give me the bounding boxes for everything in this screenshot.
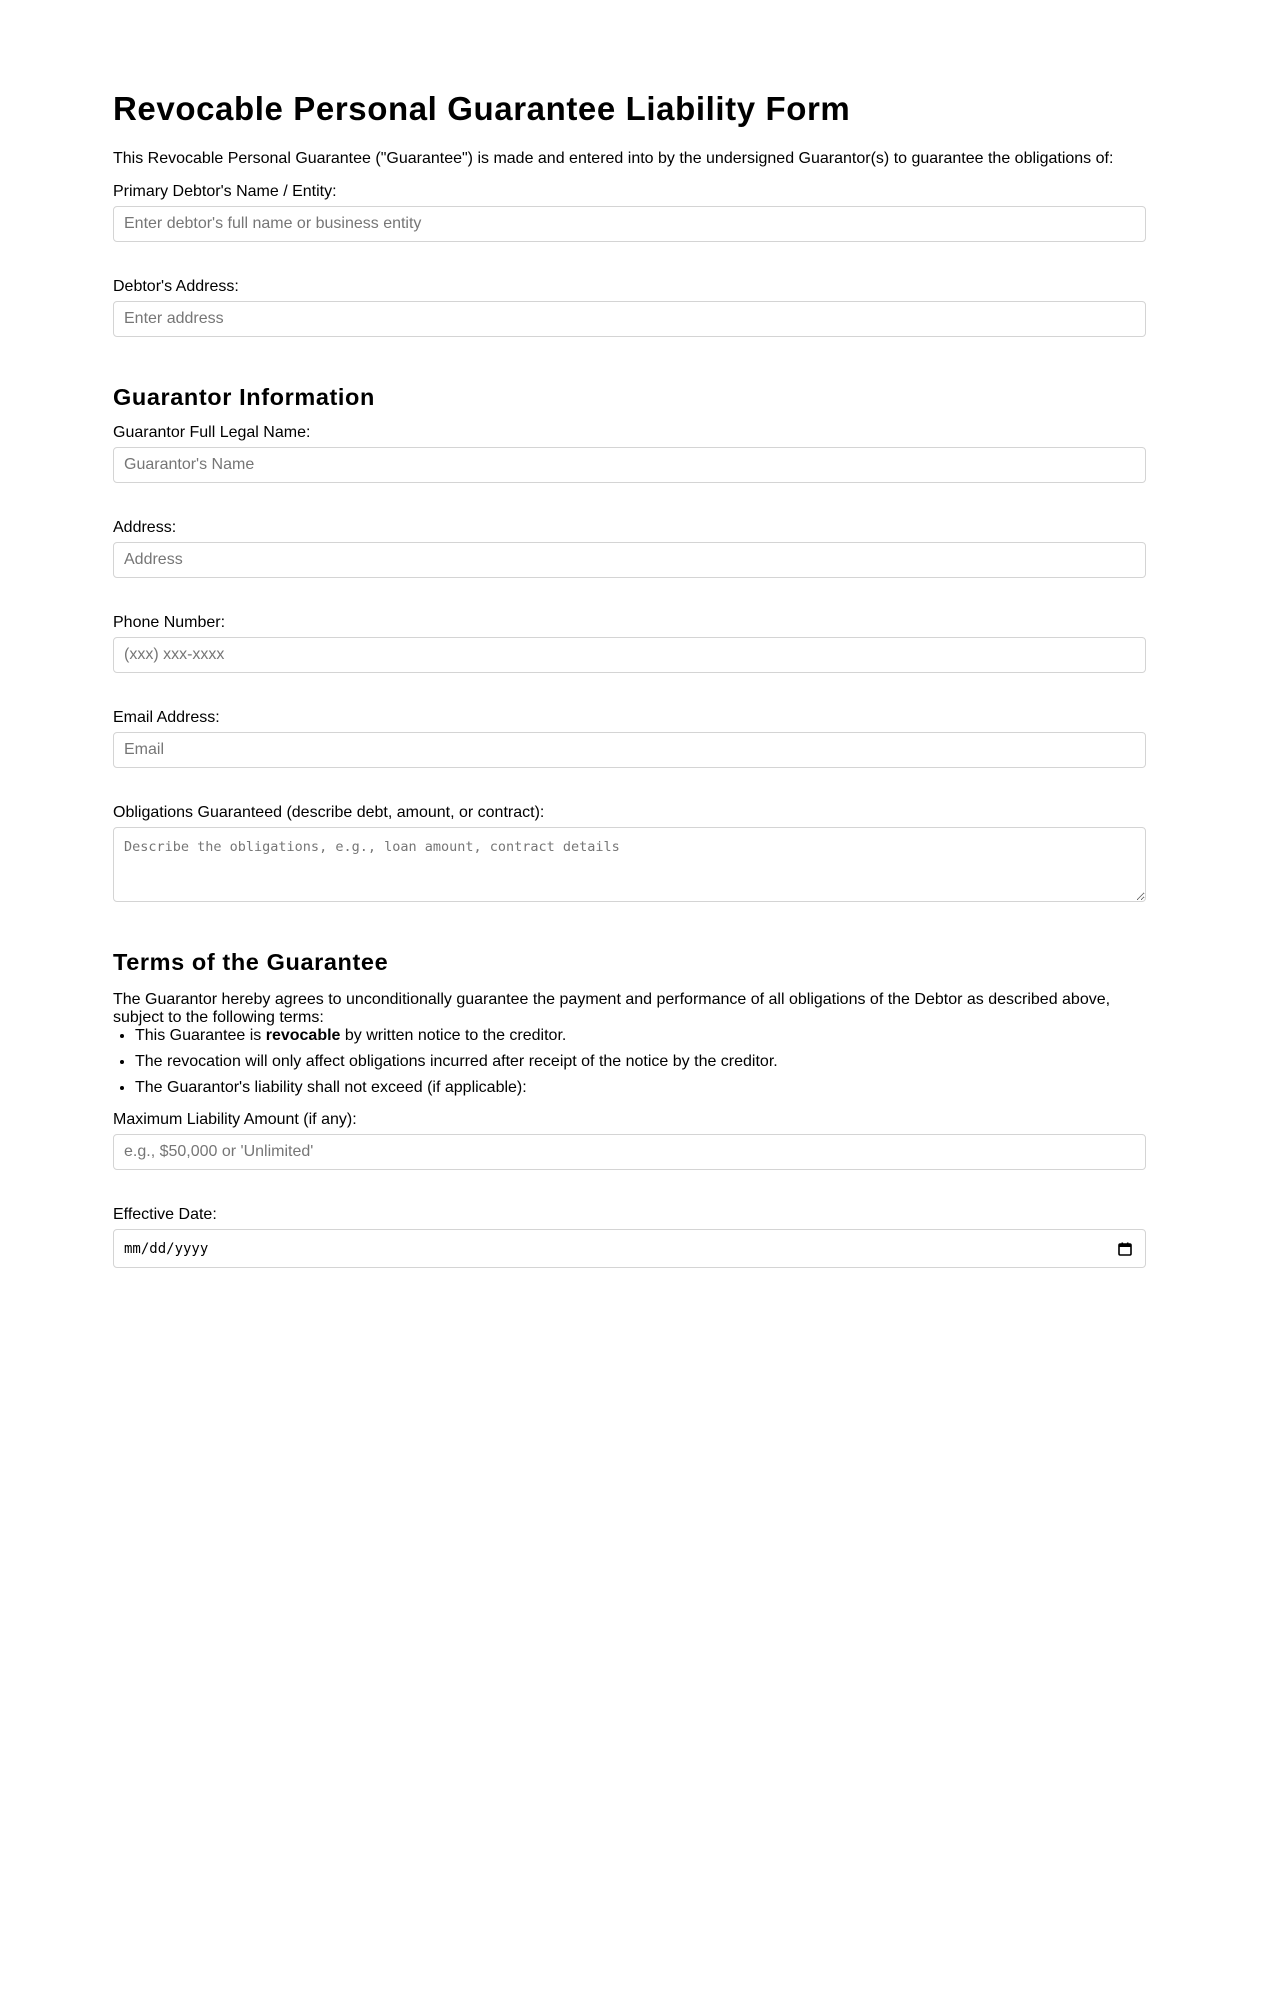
max-liability-input[interactable] — [113, 1134, 1146, 1170]
email-input[interactable] — [113, 732, 1146, 768]
guarantor-address-label: Address: — [113, 519, 177, 536]
effective-date-input[interactable] — [113, 1229, 1146, 1268]
guarantor-address-input[interactable] — [113, 542, 1146, 578]
debtor-name-label: Primary Debtor's Name / Entity: — [113, 183, 337, 200]
term-1-prefix: This Guarantee is — [135, 1027, 266, 1044]
effective-date-label: Effective Date: — [113, 1206, 217, 1223]
max-liability-label: Maximum Liability Amount (if any): — [113, 1111, 357, 1128]
guarantor-section-heading: Guarantor Information — [113, 384, 375, 410]
guarantor-name-label: Guarantor Full Legal Name: — [113, 424, 311, 441]
debtor-name-input[interactable] — [113, 206, 1146, 242]
phone-label: Phone Number: — [113, 614, 226, 631]
terms-paragraph: The Guarantor hereby agrees to unconditionally guarantee the payment and performance of all obligations of the Debtor as described above, subject to the following terms: — [113, 991, 1111, 1026]
phone-input[interactable] — [113, 637, 1146, 673]
debtor-address-label: Debtor's Address: — [113, 278, 239, 295]
email-label: Email Address: — [113, 709, 220, 726]
calendar-icon-svg — [1117, 1241, 1133, 1257]
calendar-icon[interactable] — [1117, 1241, 1133, 1257]
form-container — [113, 86, 1146, 1268]
obligations-label: Obligations Guaranteed (describe debt, amount, or contract): — [113, 804, 545, 821]
terms-list-item: • The Guarantor's liability shall not exceed (if applicable): — [135, 1079, 1146, 1097]
debtor-address-input[interactable] — [113, 301, 1146, 337]
guarantor-name-input[interactable] — [113, 447, 1146, 483]
terms-list-item: • The revocation will only affect obligations incurred after receipt of the notice by the creditor. — [135, 1053, 1146, 1071]
obligations-textarea[interactable] — [113, 827, 1146, 902]
page-title: Revocable Personal Guarantee Liability Form — [113, 90, 851, 127]
intro-paragraph: This Revocable Personal Guarantee ("Guarantee") is made and entered into by the undersigned Guarantor(s) to guarantee the obligations of: — [113, 150, 1114, 167]
terms-list — [113, 1027, 1146, 1097]
effective-date-value: mm/dd/yyyy — [124, 1240, 209, 1257]
term-1-suffix: by written notice to the creditor. — [340, 1027, 567, 1044]
terms-list-item — [135, 1027, 1146, 1045]
term-1-bold: revocable — [265, 1027, 341, 1044]
terms-section-heading: Terms of the Guarantee — [113, 949, 389, 975]
